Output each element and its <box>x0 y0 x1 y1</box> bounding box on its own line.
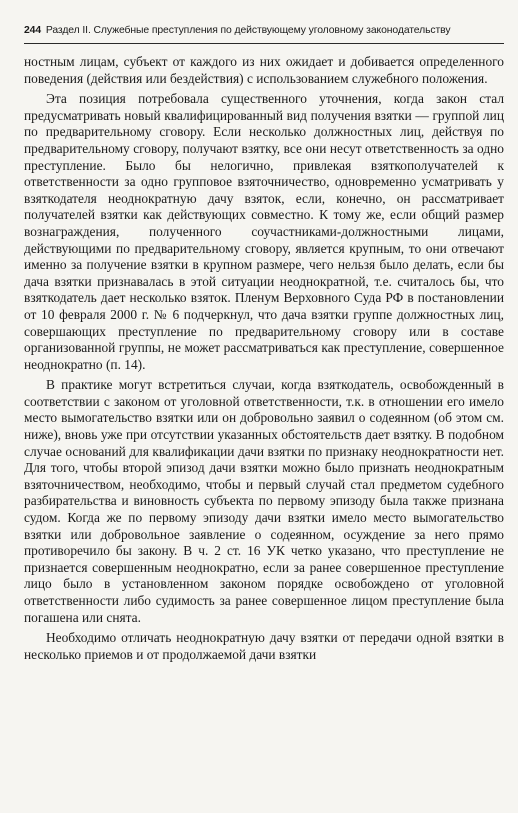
paragraph: Необходимо отличать неоднократную дачу взятки от передачи одной взятки в несколько приемов и от продолжаемой дачи взятки <box>24 630 504 662</box>
header-rule <box>24 43 504 44</box>
page-number: 244 <box>24 25 42 36</box>
paragraph: В практике могут встретиться случаи, когда взяткодатель, освобожденный в соответствии с законом от уголовной ответственности, т.к. в отношении его имело место вымогательство взятки или он добровольно заявил о содеянном (об этом см. ниже), вновь уже при отсутствии указанных обстоятельств дает взятку. В подобном случае оснований для квалификации дачи взятки по признаку неоднократности нет. Для того, чтобы второй эпизод дачи взятки можно было признать неоднократным взяточничеством, необходимо, чтобы и первый случай стал предметом судебного разбирательства и виновность субъекта по первому эпизоду была также признана судом. Когда же по первому эпизоду дачи взятки имело место вымогательство взятки или добровольное заявление о содеянном, осуждение за него прямо противоречило бы закону. В ч. 2 ст. 16 УК четко указано, что преступление не признается совершенным неоднократно, если за ранее совершенное преступление лицо было в установленном законом порядке освобождено от уголовной ответственности либо судимость за ранее совершенное лицом преступление была погашена или снята. <box>24 377 504 625</box>
paragraph: Эта позиция потребовала существенного уточнения, когда закон стал предусматривать новый квалифицированный вид получения взятки — группой лиц по предварительному сговору. Если несколько должностных лиц, действуя по предварительному сговору, получают взятку, все они несут ответственность за одно преступление. Было бы нелогично, привлекая взяткополучателей к ответственности за одно групповое взяточничество, одновременно усматривать у взяткодателя неоднократную дачу взяток, если, конечно, он рассматривает получателей взятки как действующих совместно. К тому же, если общий размер вознаграждения, полученного соучастниками-должностными лицами, действующими по предварительному сговору, является крупным, то они отвечают именно за получение взятки в крупном размере, чего нельзя было делать, если бы дача взятки признавалась в этой ситуации неоднократной, т.е. считалось бы, что взяткодатель дает несколько взяток. Пленум Верховного Суда РФ в постановлении от 10 февраля 2000 г. № 6 подчеркнул, что дача взятки группе должностных лиц, совершающих преступление по предварительному сговору или в составе организованной группы, не может рассматриваться как преступление, совершенное неоднократно (п. 14). <box>24 91 504 372</box>
running-header <box>24 24 504 38</box>
body-text <box>24 54 504 663</box>
paragraph-continued: ностным лицам, субъект от каждого из них ожидает и добивается определенного поведения (действия или бездействия) с использованием служебного положения. <box>24 54 504 86</box>
running-title: Раздел II. Служебные преступления по действующему уголовному законодательству <box>45 25 451 36</box>
